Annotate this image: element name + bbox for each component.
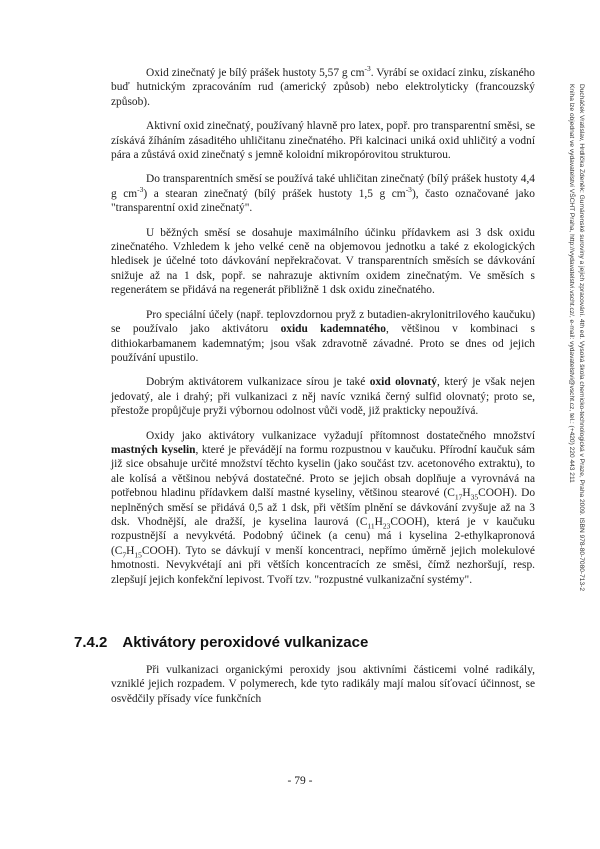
paragraph-dosage: U běžných směsí se dosahuje maximálního účinku přídavkem asi 3 dsk oxidu zinečnatého. Vzhledem k jeho velké ceně na objemovou jednotku a také z ekologických hledisek je účelné toto dávkování nepřekračovat. V transparentních směsích se dávkování snižuje až na 1 dsk, popř. se nahrazuje aktivním oxidem zinečnatým. Ve směsích s regenerátem se přidává na regenerát přibližně 1 dsk oxidu zinečnatého. (111, 226, 535, 297)
section-body-text (111, 663, 535, 706)
paragraph-transparent-mixtures: Do transparentních směsí se používá také uhličitan zinečnatý (bílý prášek hustoty 4,4 g $cm^{-3}$) a stearan zinečnatý (bílý prášek hustoty 1,5 g $cm^{-3}$), často označované jako "transparentní oxid zinečnatý". (111, 173, 535, 215)
paragraph-peroxide-vulcanization: Při vulkanizaci organickými peroxidy jsou aktivními částicemi volné radikály, vzniklé jejich rozpadem. V polymerech, kde tyto radikály mají malou síťovací účinnost, se osvědčily přísady více funkčních (111, 664, 535, 705)
side-citation-note (564, 84, 586, 774)
order-info-line: Kniha lze objednat ve vydavatelství VŠCHT Praha, http://vydavatelstvi.vscht.cz/, e-mail: vydavatelstvi@vscht.cz, tel.: (+420) 220 443 211 (568, 84, 575, 483)
citation-line: Ducháček Vratislav, Hrdlička Zdeněk: Gumárenské suroviny a jejich zpracování. 4th ed. Vysoká škola chemicko-technologická v Praze, Praha 2009. ISBN 978-80-7080-713-2 (578, 84, 585, 591)
paragraph-zinc-oxide-density: Oxid zinečnatý je bílý prášek hustoty 5,57 g $cm^{-3}$. Vyrábí se oxidací zinku, získaného buď hutnickým zpracováním rud (americký způsob) nebo elektrolyticky (francouzský způsob). (111, 64, 535, 108)
section-heading (74, 634, 544, 651)
paragraph-cadmium-oxide: Pro speciální účely (např. teplovzdornou pryž z butadien-akrylonitrilového kaučuku) se používalo jako aktivátoru oxidu kademnatého, většinou v kombinaci s dithiokarbamanem kademnatým; jsou však zdravotně závadné. Proto se dnes od jejich používání upustilo. (111, 308, 535, 364)
page-number: - 79 - (287, 775, 313, 787)
paragraph-active-zinc-oxide: Aktivní oxid zinečnatý, používaný hlavně pro latex, popř. pro transparentní směsi, se získává žíháním zásaditého uhličitanu zinečnatého. Při kalcinaci uniká oxid uhličitý a vodní pára a zůstává oxid zinečnatý s jemně koloidní mikropórovitou strukturou. (111, 120, 535, 162)
paragraph-fatty-acids: Oxidy jako aktivátory vulkanizace vyžadují přítomnost dostatečného množství mastných kyselin, které je převádějí na formu rozpustnou v kaučuku. Přírodní kaučuk sám již sice obsahuje určité množství těchto kyselin (jako součást tzv. acetonového extraktu), to ale kolísá a většinou nebývá dostatečné. Proto se jejich obsah doplňuje a vyrovnává na potřebnou hladinu přídavkem další mastné kyseliny, většinou stearové $(C_{17}H_{35}COOH)$. Do neplněných směsí se přidává 0,5 až 1 dsk, při větším plnění se dávkování zvyšuje až na 3 dsk. Vhodnější, ale dražší, je kyselina laurová $(C_{11}H_{23}COOH)$, která je v kaučuku rozpustnější a nevykvétá. Podobný účinek (a cenu) má i kyselina 2-ethylkapronová $(C_7H_{15}COOH)$. Tyto se dávkují v menší koncentraci, nepřímo úměrně jejich molekulové hmotnosti. Nevykvétají ani při větších koncentracích ze směsi, čímž nezhoršují, resp. zlepšují jejich konfekční lepivost. Tvoří tzv. "rozpustné vulkanizační systémy". (111, 429, 536, 586)
side-citation-text (566, 84, 586, 774)
section-title: Aktivátory peroxidové vulkanizace (122, 634, 369, 651)
section-number: 7.4.2 (74, 634, 108, 651)
paragraph-lead-oxide: Dobrým aktivátorem vulkanizace sírou je také oxid olovnatý, který je však nejen jedovatý, ale i drahý; při vulkanizaci z něj navíc vzniká černý sulfid olovnatý; proto se, přestože propůjčuje pryži výbornou odolnost vůči vodě, již prakticky nepoužívá. (111, 376, 535, 418)
body-text (111, 66, 535, 597)
